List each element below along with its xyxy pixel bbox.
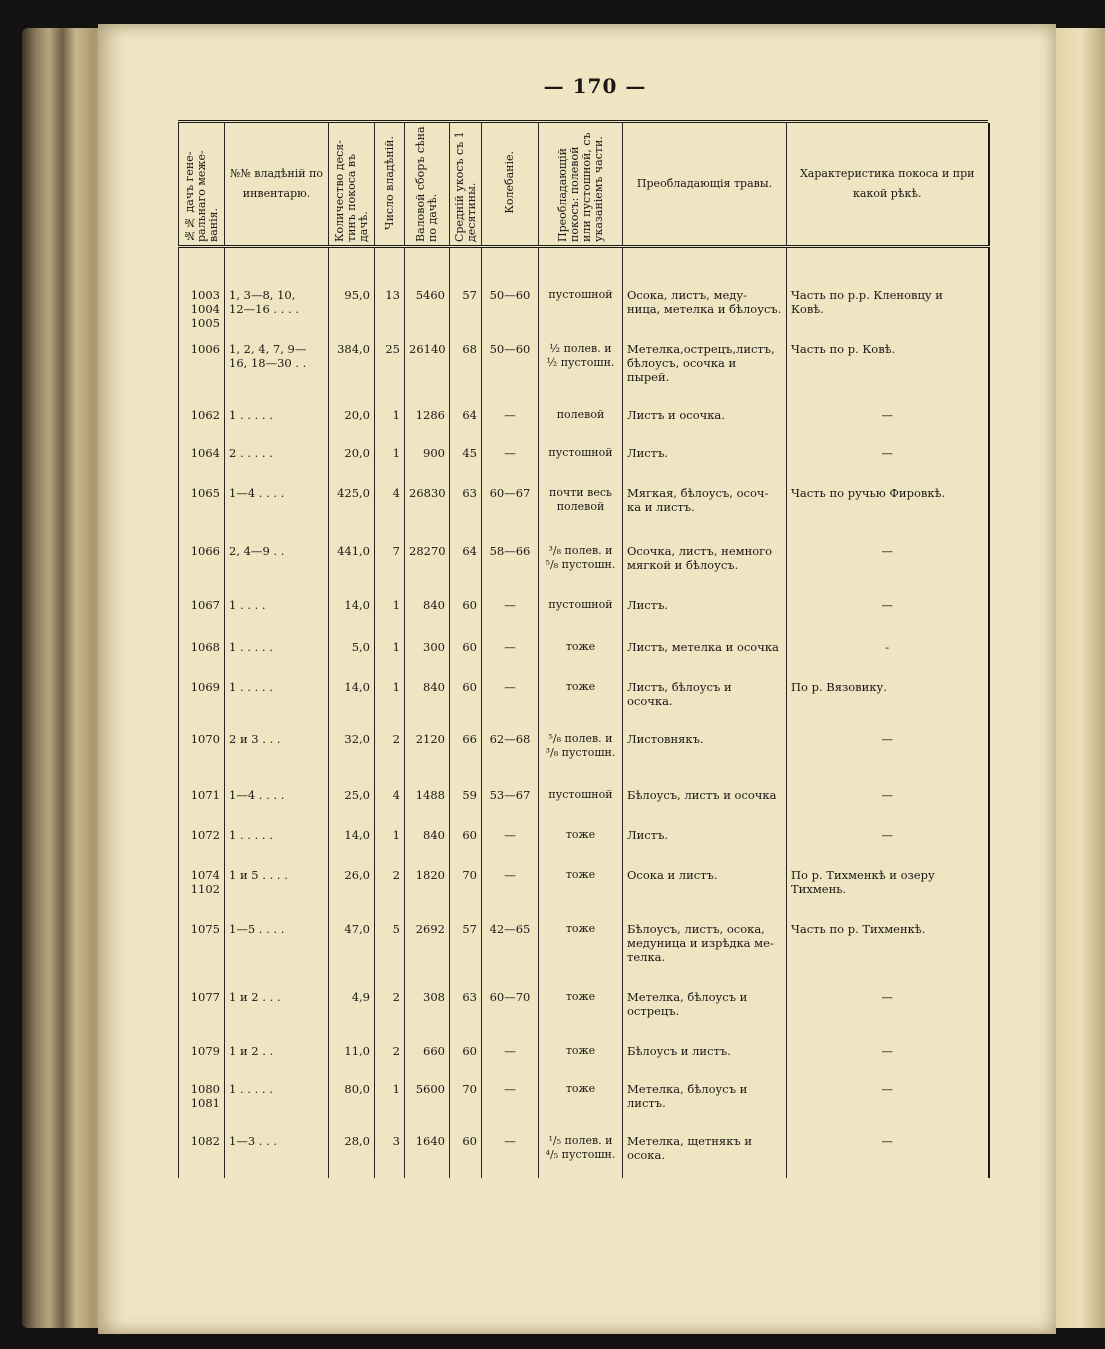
cell-ukos: 57 — [450, 922, 482, 990]
cell-dacha: 1075 — [179, 922, 225, 990]
table-row — [179, 1082, 989, 1134]
cell-sbor: 308 — [405, 990, 450, 1044]
cell-kolebanie: — — [482, 640, 539, 680]
cell-dacha: 1068 — [179, 640, 225, 680]
cell-vladenie: 2, 4—9 . . — [225, 544, 329, 598]
cell-travy: Бѣлоусъ и листъ. — [623, 1044, 787, 1082]
cell-chislo: 4 — [375, 486, 405, 544]
cell-vladenie: 1 и 5 . . . . — [225, 868, 329, 922]
cell-travy: Листъ. — [623, 598, 787, 640]
cell-pokos: ½ полев. и ½ пустошн. — [539, 342, 623, 408]
cell-dacha: 1074 1102 — [179, 868, 225, 922]
cell-characteristic: — — [787, 828, 989, 868]
cell-dacha: 1064 — [179, 446, 225, 486]
cell-travy: Осока и листъ. — [623, 868, 787, 922]
cell-chislo: 5 — [375, 922, 405, 990]
cell-desyatin: 5,0 — [329, 640, 375, 680]
cell-dacha: 1003 1004 1005 — [179, 280, 225, 342]
cell-ukos: 57 — [450, 280, 482, 342]
cell-pokos: тоже — [539, 868, 623, 922]
table-row — [179, 1134, 989, 1178]
cell-ukos: 63 — [450, 990, 482, 1044]
cell-kolebanie: 42—65 — [482, 922, 539, 990]
cell-characteristic: — — [787, 1082, 989, 1134]
cell-dacha: 1006 — [179, 342, 225, 408]
cell-ukos: 64 — [450, 408, 482, 446]
cell-characteristic: — — [787, 544, 989, 598]
cell-characteristic: Часть по ручью Фировкѣ. — [787, 486, 989, 544]
cell-desyatin: 25,0 — [329, 788, 375, 828]
table-row — [179, 342, 989, 408]
cell-ukos: 64 — [450, 544, 482, 598]
cell-sbor: 840 — [405, 680, 450, 732]
cell-desyatin: 47,0 — [329, 922, 375, 990]
cell-sbor: 26830 — [405, 486, 450, 544]
cell-kolebanie: 50—60 — [482, 280, 539, 342]
spacer-row — [179, 247, 989, 281]
cell-ukos: 60 — [450, 1044, 482, 1082]
cell-travy: Бѣлоусъ, листъ, осока, медуница и изрѣдка ме- телка. — [623, 922, 787, 990]
cell-travy: Листъ, бѣлоусъ и осочка. — [623, 680, 787, 732]
table-row — [179, 280, 989, 342]
cell-sbor: 26140 — [405, 342, 450, 408]
table-row — [179, 598, 989, 640]
cell-ukos: 70 — [450, 868, 482, 922]
cell-kolebanie: 50—60 — [482, 342, 539, 408]
cell-pokos: тоже — [539, 828, 623, 868]
cell-travy: Осока, листъ, меду- ница, метелка и бѣлоусъ. — [623, 280, 787, 342]
cell-travy: Метелка,острецъ,листъ, бѣлоусъ, осочка и пырей. — [623, 342, 787, 408]
table-row — [179, 990, 989, 1044]
cell-ukos: 60 — [450, 680, 482, 732]
cell-travy: Листъ. — [623, 828, 787, 868]
cell-pokos: тоже — [539, 640, 623, 680]
cell-characteristic: — — [787, 408, 989, 446]
cell-chislo: 2 — [375, 1044, 405, 1082]
cell-pokos: почти весь полевой — [539, 486, 623, 544]
cell-chislo: 3 — [375, 1134, 405, 1178]
cell-travy: Листъ, метелка и осочка — [623, 640, 787, 680]
cell-desyatin: 95,0 — [329, 280, 375, 342]
cell-desyatin: 32,0 — [329, 732, 375, 788]
cell-chislo: 13 — [375, 280, 405, 342]
table-row — [179, 640, 989, 680]
cell-vladenie: 1 . . . . . — [225, 640, 329, 680]
header-ukos: Средній укосъ съ 1 десятины. — [450, 123, 482, 247]
cell-dacha: 1079 — [179, 1044, 225, 1082]
cell-vladenie: 1 и 2 . . — [225, 1044, 329, 1082]
cell-ukos: 60 — [450, 1134, 482, 1178]
table-row — [179, 446, 989, 486]
cell-dacha: 1069 — [179, 680, 225, 732]
cell-chislo: 4 — [375, 788, 405, 828]
cell-vladenie: 1 и 2 . . . — [225, 990, 329, 1044]
cell-chislo: 7 — [375, 544, 405, 598]
cell-vladenie: 2 . . . . . — [225, 446, 329, 486]
cell-pokos: полевой — [539, 408, 623, 446]
table-row — [179, 788, 989, 828]
cell-desyatin: 384,0 — [329, 342, 375, 408]
cell-pokos: тоже — [539, 1082, 623, 1134]
cell-chislo: 1 — [375, 680, 405, 732]
cell-sbor: 660 — [405, 1044, 450, 1082]
cell-characteristic: По р. Тихменкѣ и озеру Тихмень. — [787, 868, 989, 922]
cell-chislo: 2 — [375, 868, 405, 922]
cell-pokos: ¹/₅ полев. и ⁴/₅ пустошн. — [539, 1134, 623, 1178]
cell-vladenie: 1 . . . . . — [225, 1082, 329, 1134]
header-dacha: №№ дачъ гене- ральнаго меже- ванія. — [179, 123, 225, 247]
cell-kolebanie: — — [482, 408, 539, 446]
table-row — [179, 486, 989, 544]
cell-pokos: тоже — [539, 990, 623, 1044]
cell-characteristic: Часть по р. Тихменкѣ. — [787, 922, 989, 990]
cell-dacha: 1067 — [179, 598, 225, 640]
cell-vladenie: 1 . . . . . — [225, 680, 329, 732]
cell-sbor: 28270 — [405, 544, 450, 598]
cell-sbor: 1640 — [405, 1134, 450, 1178]
cell-travy: Метелка, бѣлоусъ и листъ. — [623, 1082, 787, 1134]
cell-dacha: 1071 — [179, 788, 225, 828]
cell-vladenie: 1—4 . . . . — [225, 788, 329, 828]
cell-kolebanie: 53—67 — [482, 788, 539, 828]
header-sbor: Валовой сборъ сѣна по дачѣ. — [405, 123, 450, 247]
cell-kolebanie: — — [482, 828, 539, 868]
cell-travy: Метелка, щетнякъ и осока. — [623, 1134, 787, 1178]
table-row — [179, 544, 989, 598]
cell-desyatin: 14,0 — [329, 828, 375, 868]
cell-kolebanie: 62—68 — [482, 732, 539, 788]
cell-kolebanie: 60—70 — [482, 990, 539, 1044]
cell-chislo: 1 — [375, 828, 405, 868]
cell-vladenie: 1, 2, 4, 7, 9— 16, 18—30 . . — [225, 342, 329, 408]
cell-kolebanie: — — [482, 680, 539, 732]
cell-sbor: 2692 — [405, 922, 450, 990]
cell-characteristic: — — [787, 1134, 989, 1178]
cell-pokos: тоже — [539, 922, 623, 990]
cell-characteristic: — — [787, 446, 989, 486]
cell-dacha: 1066 — [179, 544, 225, 598]
cell-characteristic: — — [787, 990, 989, 1044]
cell-ukos: 70 — [450, 1082, 482, 1134]
cell-sbor: 1488 — [405, 788, 450, 828]
header-pokos: Преобладающій покосъ: полевой или пустошной, съ указаніемъ части. — [539, 123, 623, 247]
cell-desyatin: 4,9 — [329, 990, 375, 1044]
cell-chislo: 1 — [375, 598, 405, 640]
table-row — [179, 922, 989, 990]
table-row — [179, 732, 989, 788]
cell-dacha: 1062 — [179, 408, 225, 446]
cell-ukos: 66 — [450, 732, 482, 788]
cell-pokos: пустошной — [539, 280, 623, 342]
cell-vladenie: 1 . . . . . — [225, 828, 329, 868]
table-header-row — [179, 123, 989, 247]
header-characteristic: Характеристика покоса и при какой рѣкѣ. — [787, 123, 989, 247]
cell-desyatin: 20,0 — [329, 446, 375, 486]
cell-chislo: 25 — [375, 342, 405, 408]
header-vladeniy: Число владѣній. — [375, 123, 405, 247]
cell-chislo: 2 — [375, 990, 405, 1044]
cell-pokos: ⁵/₈ полев. и ³/₈ пустошн. — [539, 732, 623, 788]
cell-sbor: 2120 — [405, 732, 450, 788]
cell-ukos: 45 — [450, 446, 482, 486]
cell-characteristic: — — [787, 788, 989, 828]
cell-desyatin: 14,0 — [329, 680, 375, 732]
cell-desyatin: 441,0 — [329, 544, 375, 598]
header-travy: Преобладающія травы. — [623, 123, 787, 247]
cell-characteristic: — — [787, 1044, 989, 1082]
cell-ukos: 63 — [450, 486, 482, 544]
cell-characteristic: Часть по р. Ковѣ. — [787, 342, 989, 408]
cell-kolebanie: — — [482, 1044, 539, 1082]
cell-chislo: 2 — [375, 732, 405, 788]
cell-kolebanie: 58—66 — [482, 544, 539, 598]
cell-pokos: пустошной — [539, 446, 623, 486]
cell-desyatin: 80,0 — [329, 1082, 375, 1134]
cell-kolebanie: — — [482, 1134, 539, 1178]
cell-sbor: 900 — [405, 446, 450, 486]
cell-travy: Метелка, бѣлоусъ и острецъ. — [623, 990, 787, 1044]
cell-chislo: 1 — [375, 408, 405, 446]
cell-ukos: 59 — [450, 788, 482, 828]
cell-vladenie: 1—4 . . . . — [225, 486, 329, 544]
cell-dacha: 1072 — [179, 828, 225, 868]
cell-travy: Листъ и осочка. — [623, 408, 787, 446]
table-row — [179, 868, 989, 922]
cell-kolebanie: — — [482, 598, 539, 640]
cell-vladenie: 2 и 3 . . . — [225, 732, 329, 788]
cell-travy: Мягкая, бѣлоусъ, осоч- ка и листъ. — [623, 486, 787, 544]
cell-dacha: 1082 — [179, 1134, 225, 1178]
cell-sbor: 840 — [405, 828, 450, 868]
cell-ukos: 68 — [450, 342, 482, 408]
cell-kolebanie: — — [482, 446, 539, 486]
hay-statistics-table — [178, 120, 988, 1168]
cell-ukos: 60 — [450, 640, 482, 680]
cell-vladenie: 1—3 . . . — [225, 1134, 329, 1178]
header-vladenie: №№ владѣній по инвентарю. — [225, 123, 329, 247]
cell-vladenie: 1 . . . . — [225, 598, 329, 640]
cell-pokos: тоже — [539, 1044, 623, 1082]
cell-travy: Бѣлоусъ, листъ и осочка — [623, 788, 787, 828]
cell-vladenie: 1, 3—8, 10, 12—16 . . . . — [225, 280, 329, 342]
cell-chislo: 1 — [375, 446, 405, 486]
cell-kolebanie: — — [482, 1082, 539, 1134]
cell-kolebanie: — — [482, 868, 539, 922]
cell-sbor: 5460 — [405, 280, 450, 342]
cell-pokos: пустошной — [539, 598, 623, 640]
cell-sbor: 840 — [405, 598, 450, 640]
cell-vladenie: 1 . . . . . — [225, 408, 329, 446]
cell-characteristic: - — [787, 640, 989, 680]
cell-pokos: пустошной — [539, 788, 623, 828]
cell-characteristic: Часть по р.р. Кленовцу и Ковѣ. — [787, 280, 989, 342]
cell-ukos: 60 — [450, 828, 482, 868]
cell-chislo: 1 — [375, 640, 405, 680]
cell-desyatin: 14,0 — [329, 598, 375, 640]
cell-dacha: 1065 — [179, 486, 225, 544]
table-row — [179, 408, 989, 446]
cell-desyatin: 26,0 — [329, 868, 375, 922]
cell-sbor: 1286 — [405, 408, 450, 446]
cell-desyatin: 28,0 — [329, 1134, 375, 1178]
table-row — [179, 1044, 989, 1082]
table-row — [179, 828, 989, 868]
cell-sbor: 300 — [405, 640, 450, 680]
table-row — [179, 680, 989, 732]
cell-dacha: 1077 — [179, 990, 225, 1044]
cell-characteristic: — — [787, 598, 989, 640]
cell-pokos: ³/₈ полев. и ⁵/₈ пустошн. — [539, 544, 623, 598]
cell-travy: Осочка, листъ, немного мягкой и бѣлоусъ. — [623, 544, 787, 598]
header-kolebanie: Колебаніе. — [482, 123, 539, 247]
header-desyatin: Количество деся- тинъ покоса въ дачѣ. — [329, 123, 375, 247]
cell-travy: Листовнякъ. — [623, 732, 787, 788]
cell-vladenie: 1—5 . . . . — [225, 922, 329, 990]
cell-sbor: 1820 — [405, 868, 450, 922]
cell-dacha: 1070 — [179, 732, 225, 788]
cell-kolebanie: 60—67 — [482, 486, 539, 544]
cell-characteristic: — — [787, 732, 989, 788]
cell-dacha: 1080 1081 — [179, 1082, 225, 1134]
cell-chislo: 1 — [375, 1082, 405, 1134]
cell-desyatin: 20,0 — [329, 408, 375, 446]
page-number: — 170 — — [543, 74, 647, 98]
cell-desyatin: 425,0 — [329, 486, 375, 544]
cell-travy: Листъ. — [623, 446, 787, 486]
cell-ukos: 60 — [450, 598, 482, 640]
cell-characteristic: По р. Вязовику. — [787, 680, 989, 732]
cell-desyatin: 11,0 — [329, 1044, 375, 1082]
cell-pokos: тоже — [539, 680, 623, 732]
cell-sbor: 5600 — [405, 1082, 450, 1134]
